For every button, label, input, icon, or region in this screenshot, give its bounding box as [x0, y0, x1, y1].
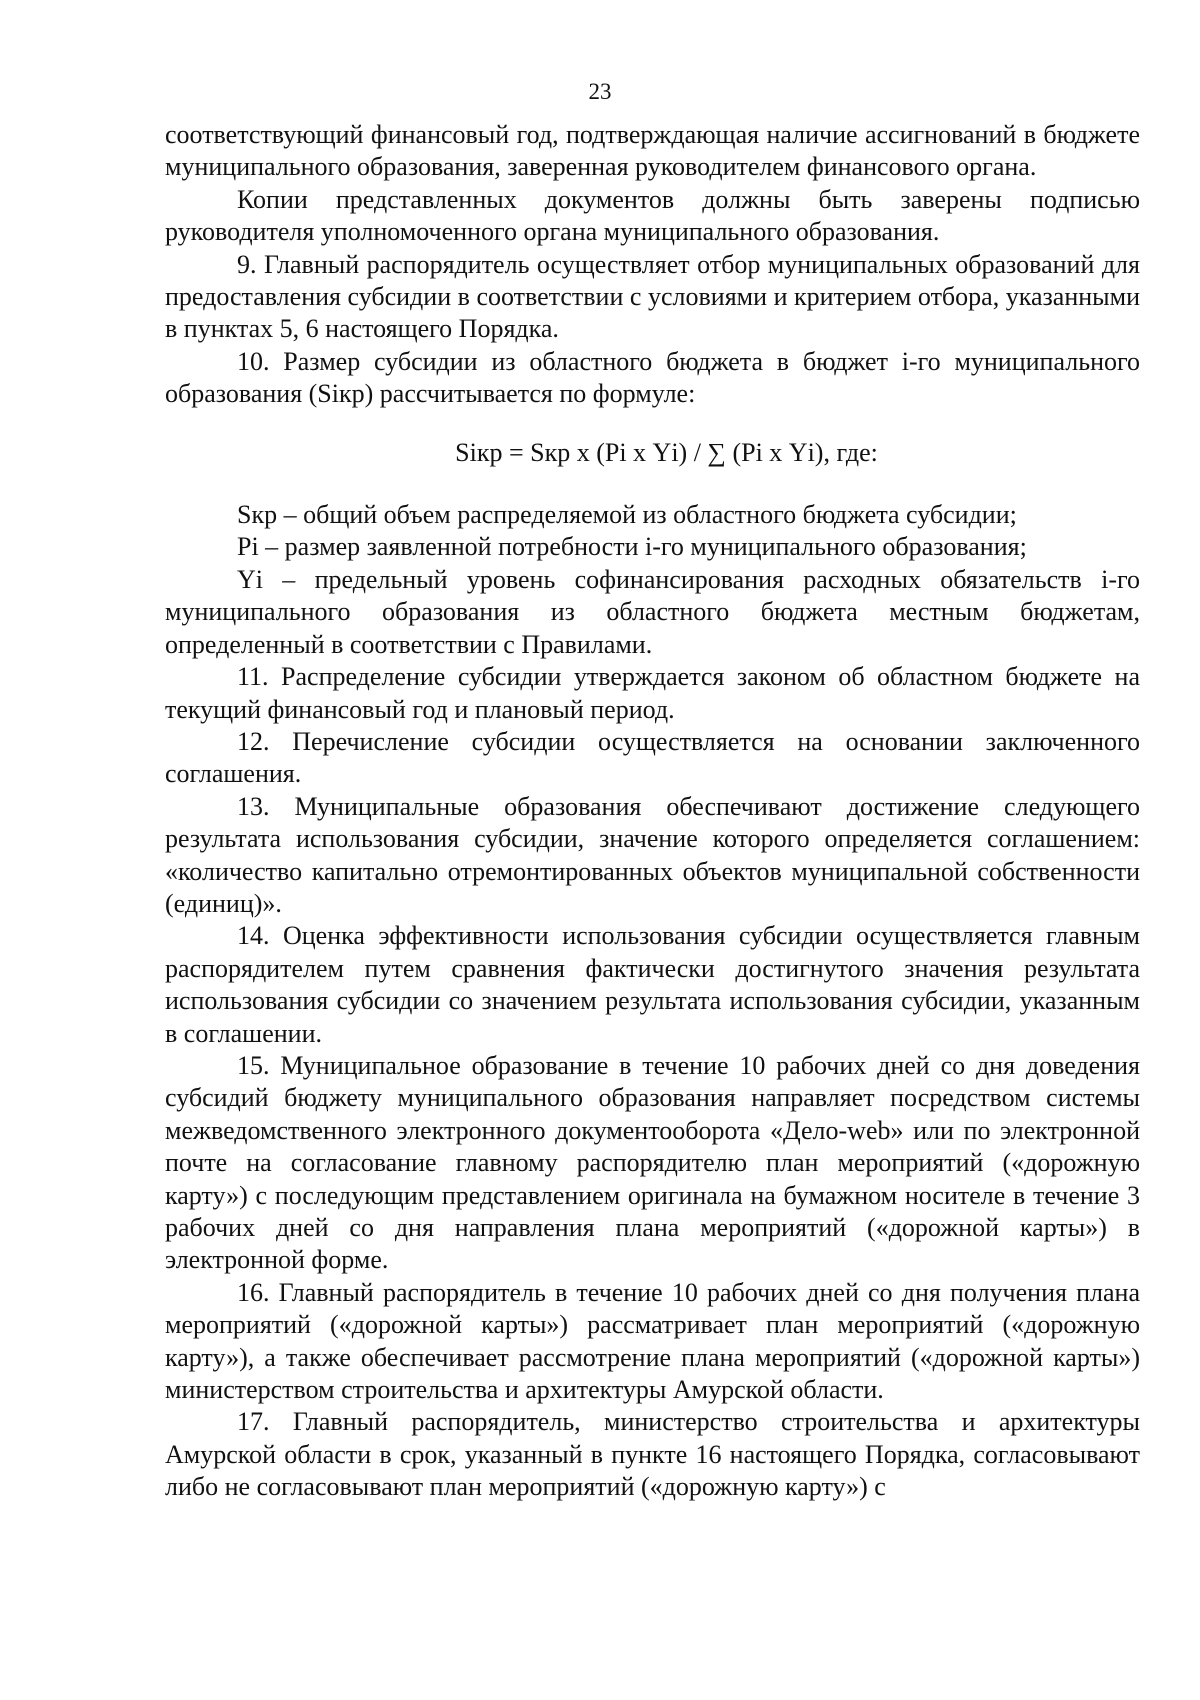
subsidy-formula: Sікр = Sкр х (Рі х Yі) / ∑ (Рі х Yі), где:: [455, 437, 878, 467]
paragraph-item-16: 16. Главный распорядитель в течение 10 рабочих дней со дня получения плана мероприятий («дорожной карты») рассматривает план мероприятий («дорожную карту»), а также обеспечивает рассмотрение плана мероприятий («дорожной карты») министерством строительства и архитектуры Амурской области.: [165, 1277, 1140, 1405]
paragraph-item-9: 9. Главный распорядитель осуществляет отбор муниципальных образований для предоставления субсидии в соответствии с условиями и критерием отбора, указанными в пунктах 5, 6 настоящего Порядка.: [165, 249, 1140, 344]
paragraph-item-17: 17. Главный распорядитель, министерство строительства и архитектуры Амурской области в срок, указанный в пункте 16 настоящего Порядка, согласовывают либо не согласовывают план мероприятий («дорожную карту») с: [165, 1407, 1140, 1502]
page-body: [165, 119, 1140, 1504]
definition-pi: Рі – размер заявленной потребности i-го муниципального образования;: [237, 532, 1027, 562]
paragraph-item-15: 15. Муниципальное образование в течение 10 рабочих дней со дня доведения субсидий бюджету муниципального образования направляет посредством системы межведомственного электронного документооборота «Дело-web» или по электронной почте на согласование главному распорядителю план мероприятий («дорожную карту») с последующим представлением оригинала на бумажном носителе в течение 3 рабочих дней со дня направления плана мероприятий («дорожной карты») в электронной форме.: [165, 1050, 1140, 1275]
paragraph-item-14: 14. Оценка эффективности использования субсидии осуществляется главным распорядителем путем сравнения фактически достигнутого значения результата использования субсидии со значением результата использования субсидии, указанным в соглашении.: [165, 921, 1140, 1048]
paragraph-item-11: 11. Распределение субсидии утверждается законом об областном бюджете на текущий финансовый год и плановый период.: [165, 662, 1140, 724]
definition-yi: Yі – предельный уровень софинансирования расходных обязательств i-го муниципального образования из областного бюджета местным бюджетам, определенный в соответствии с Правилами.: [165, 564, 1140, 659]
paragraph-item-13: 13. Муниципальные образования обеспечивают достижение следующего результата использования субсидии, значение которого определяется соглашением: «количество капитально отремонтированных объектов муниципальной собственности (единиц)».: [165, 791, 1140, 918]
paragraph-continuation: соответствующий финансовый год, подтверждающая наличие ассигнований в бюджете муниципального образования, заверенная руководителем финансового органа.: [165, 120, 1140, 182]
paragraph-copies: Копии представленных документов должны быть заверены подписью руководителя уполномоченного органа муниципального образования.: [165, 184, 1140, 247]
paragraph-item-12: 12. Перечисление субсидии осуществляется на основании заключенного соглашения.: [165, 726, 1140, 789]
paragraph-item-10: 10. Размер субсидии из областного бюджета в бюджет i-го муниципального образования (Sікр) рассчитывается по формуле:: [165, 346, 1140, 409]
definition-skr: Sкр – общий объем распределяемой из областного бюджета субсидии;: [237, 500, 1017, 530]
page-number: 23: [588, 79, 612, 104]
